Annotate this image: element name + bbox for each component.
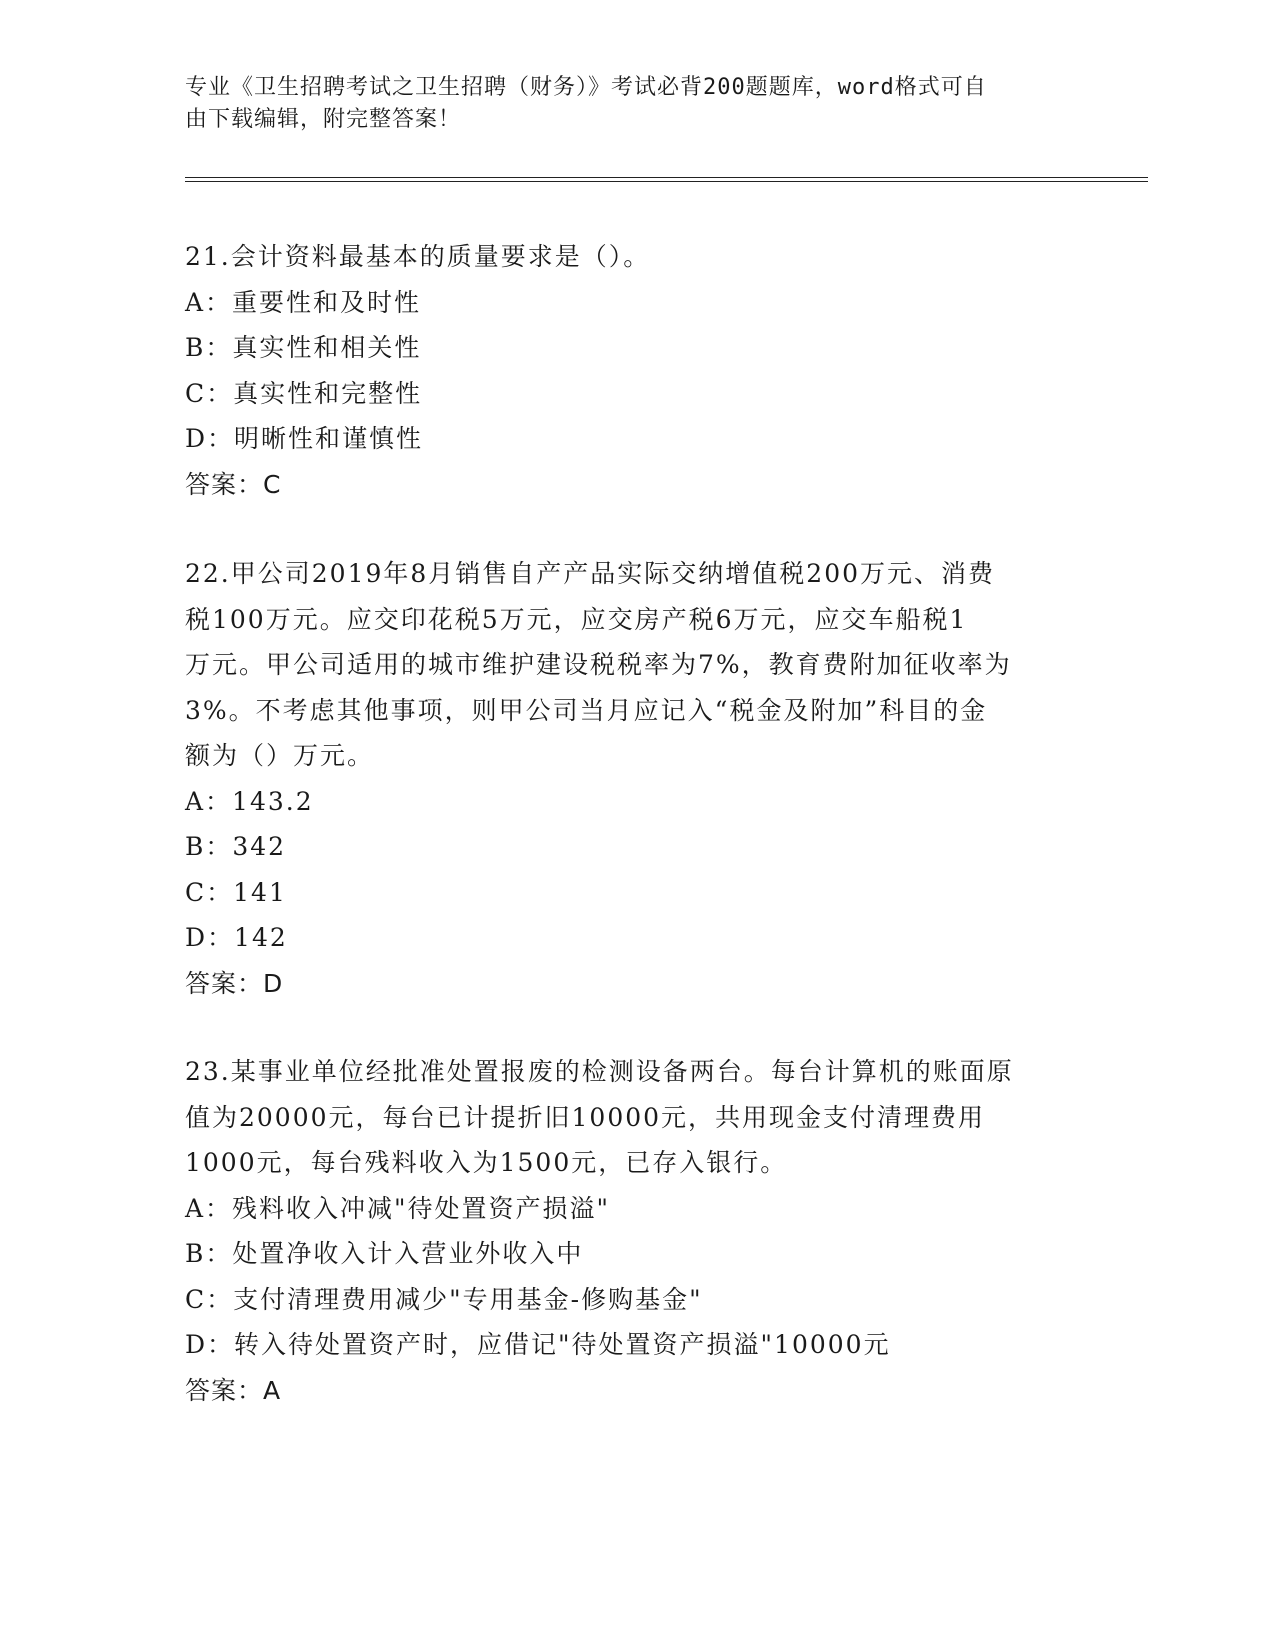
question-stem-line: 3%。不考虑其他事项，则甲公司当月应记入“税金及附加”科目的金 — [185, 695, 988, 725]
option-b: B：342 — [185, 832, 287, 861]
option-c: C：真实性和完整性 — [185, 378, 423, 408]
option-b: B：处置净收入计入营业外收入中 — [185, 1239, 584, 1268]
answer-line: 答案：A — [185, 1375, 282, 1405]
question-stem-line: 万元。甲公司适用的城市维护建设税税率为7%，教育费附加征收率为 — [185, 650, 1012, 679]
option-a: A：残料收入冲减"待处置资产损溢" — [185, 1193, 611, 1223]
option-d: D：转入待处置资产时，应借记"待处置资产损溢"10000元 — [185, 1330, 891, 1359]
question-22 — [185, 551, 1085, 1006]
option-c: C：141 — [185, 877, 287, 907]
header-divider-top — [185, 177, 1148, 178]
question-21 — [185, 234, 1085, 507]
answer-line: 答案：D — [185, 968, 284, 998]
question-stem-line: 税100万元。应交印花税5万元，应交房产税6万元，应交车船税1 — [185, 604, 968, 634]
question-stem-line: 21.会计资料最基本的质量要求是（）。 — [185, 242, 651, 271]
question-stem-line: 23.某事业单位经批准处置报废的检测设备两台。每台计算机的账面原 — [185, 1057, 1014, 1086]
document-header — [185, 72, 1065, 136]
question-stem-line: 22.甲公司2019年8月销售自产产品实际交纳增值税200万元、消费 — [185, 559, 996, 588]
option-a: A：143.2 — [185, 786, 314, 816]
question-stem-line: 1000元，每台残料收入为1500元，已存入银行。 — [185, 1148, 788, 1177]
header-divider-bottom — [185, 181, 1148, 182]
answer-line: 答案：C — [185, 469, 282, 499]
question-23 — [185, 1049, 1085, 1413]
question-stem-line: 值为20000元，每台已计提折旧10000元，共用现金支付清理费用 — [185, 1102, 986, 1132]
header-line-1: 专业《卫生招聘考试之卫生招聘（财务）》考试必背200题题库，word格式可自 — [185, 75, 987, 100]
option-c: C：支付清理费用减少"专用基金-修购基金" — [185, 1284, 703, 1314]
header-line-2: 由下载编辑，附完整答案！ — [185, 107, 462, 132]
option-b: B：真实性和相关性 — [185, 333, 422, 362]
option-d: D：明晰性和谨慎性 — [185, 424, 424, 453]
option-d: D：142 — [185, 923, 288, 952]
question-stem-line: 额为（）万元。 — [185, 741, 375, 770]
option-a: A：重要性和及时性 — [185, 287, 422, 317]
